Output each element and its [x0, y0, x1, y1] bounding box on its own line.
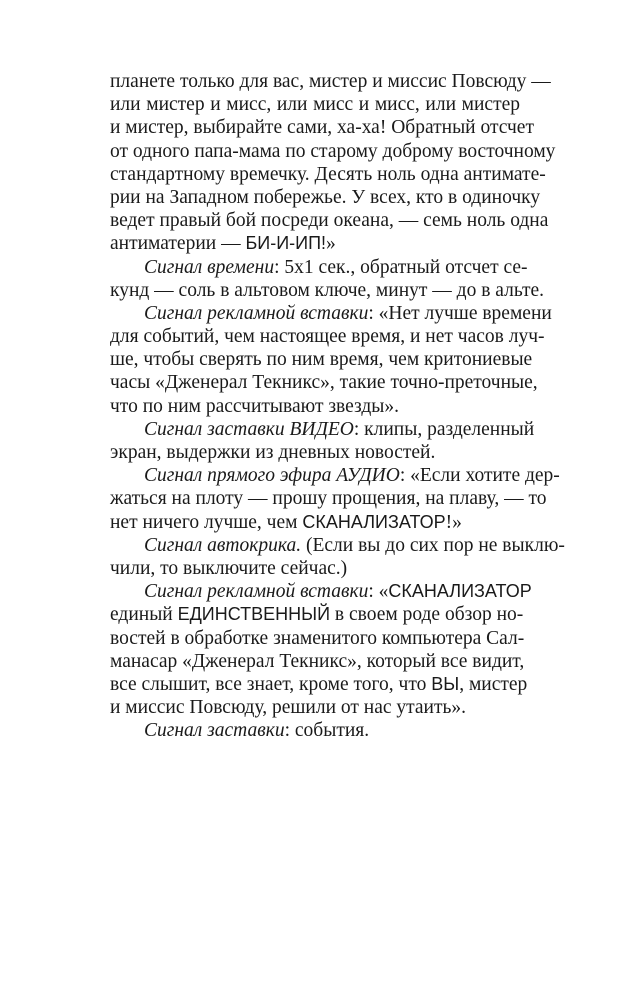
text-line — [110, 116, 534, 139]
text-segment: : 5х1 сек., обратный отсчет се- — [274, 256, 528, 278]
text-line — [110, 93, 520, 116]
text-segment: » — [326, 233, 336, 255]
text-segment: и миссис Повсюду, решили от нас утаить». — [110, 697, 467, 719]
text-line — [110, 603, 524, 626]
text-line — [110, 719, 520, 742]
text-segment: !» — [445, 511, 462, 533]
text-segment: , мистер — [459, 673, 528, 695]
text-segment: : события. — [284, 720, 370, 742]
text-segment: от одного папа-мама по старому доброму восточному — [110, 140, 556, 162]
signal-label: Сигнал заставки — [144, 720, 285, 742]
text-segment: : «Нет лучше времени — [368, 302, 552, 324]
paragraph — [110, 719, 520, 742]
text-segment: все слышит, все знает, кроме того, что — [110, 673, 432, 695]
text-line — [110, 650, 525, 673]
text-segment: жаться на плоту — прошу прощения, на плаву, — то — [110, 488, 547, 510]
emphasized-text: ВЫ — [431, 673, 460, 694]
text-segment: : «Если хотите дер- — [399, 465, 560, 487]
paragraph — [110, 534, 565, 580]
text-segment: в своем роде обзор но- — [330, 604, 524, 626]
emphasized-text: СКАНАЛИЗАТОР — [388, 581, 532, 602]
text-line — [110, 696, 520, 719]
text-segment: ведет правый бой посреди океана, — семь ноль одна — [110, 210, 549, 232]
text-line — [110, 464, 560, 487]
text-line — [110, 140, 556, 163]
text-line — [110, 70, 551, 93]
text-line — [110, 371, 538, 394]
text-line — [110, 163, 546, 186]
text-line — [110, 186, 541, 209]
text-segment: планете только для вас, мистер и миссис Повсюду — — [110, 71, 551, 92]
text-line — [110, 580, 532, 603]
text-line — [110, 395, 520, 418]
text-segment: для событий, чем настоящее время, и нет часов луч- — [110, 326, 545, 348]
text-line — [110, 673, 528, 696]
paragraph — [110, 302, 552, 418]
text-segment: единый — [110, 604, 178, 626]
paragraph — [110, 70, 556, 256]
book-page — [110, 70, 565, 742]
signal-label: Сигнал рекламной вставки — [144, 581, 369, 603]
text-line — [110, 627, 525, 650]
signal-label: Сигнал рекламной вставки — [144, 302, 369, 324]
text-segment: что по ним рассчитывают звезды». — [110, 395, 400, 417]
text-line — [110, 325, 545, 348]
text-segment: : клипы, разделенный — [353, 418, 535, 440]
paragraph — [110, 580, 532, 719]
signal-label: Сигнал времени — [144, 256, 275, 278]
text-line — [110, 232, 520, 255]
paragraph — [110, 418, 535, 464]
text-line — [110, 441, 520, 464]
text-line — [110, 209, 549, 232]
text-segment: чили, то выключите сейчас.) — [110, 557, 348, 579]
text-segment: экран, выдержки из дневных новостей. — [110, 442, 436, 463]
text-segment: кунд — соль в альтовом ключе, минут — до в альте. — [110, 279, 545, 301]
text-segment: рии на Западном побережье. У всех, кто в одиночку — [110, 186, 541, 208]
text-segment: ше, чтобы сверять по ним время, чем критониевые — [110, 349, 533, 371]
text-segment: или мистер и мисс, или мисс и мисс, или мистер — [110, 94, 520, 116]
text-line — [110, 279, 545, 302]
paragraph — [110, 256, 545, 302]
text-segment: (Если вы до сих пор не выклю- — [301, 534, 565, 556]
text-line — [110, 487, 547, 510]
text-segment: и мистер, выбирайте сами, ха-ха! Обратный отсчет — [110, 117, 534, 139]
text-segment: нет ничего лучше, чем — [110, 511, 303, 533]
text-line — [110, 302, 552, 325]
text-line — [110, 534, 565, 557]
text-line — [110, 511, 520, 534]
paragraph — [110, 464, 560, 534]
text-segment: антиматерии — — [110, 233, 246, 255]
signal-label: Сигнал заставки ВИДЕО — [144, 418, 354, 440]
emphasized-text: БИ-И-ИП! — [245, 233, 327, 254]
text-line — [110, 418, 535, 441]
text-segment: манасар «Дженерал Текникс», который все видит, — [110, 650, 525, 672]
signal-label: Сигнал прямого эфира АУДИО — [144, 465, 400, 487]
emphasized-text: ЕДИНСТВЕННЫЙ — [177, 604, 331, 625]
text-segment: : « — [368, 581, 389, 603]
text-segment: часы «Дженерал Текникс», такие точно-преточные, — [110, 372, 538, 394]
text-line — [110, 348, 533, 371]
emphasized-text: СКАНАЛИЗАТОР — [302, 511, 446, 532]
text-line — [110, 557, 520, 580]
text-segment: стандартному времечку. Десять ноль одна антимате- — [110, 163, 546, 185]
text-line — [110, 256, 528, 279]
signal-label: Сигнал автокрика. — [144, 534, 302, 556]
text-segment: востей в обработке знаменитого компьютера Сал- — [110, 627, 525, 649]
